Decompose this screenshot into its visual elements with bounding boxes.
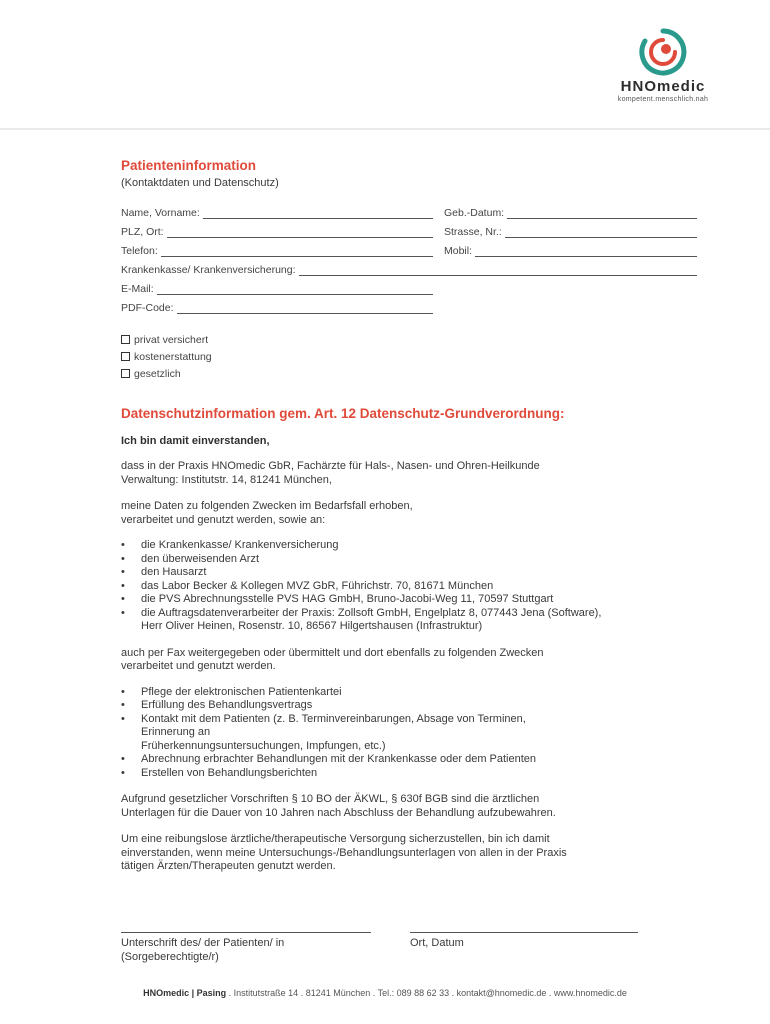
text-line: Verwaltung: Institutstr. 14, 81241 München, [121,473,332,486]
plz-ort-label: PLZ, Ort: [121,226,164,238]
text-line: auch per Fax weitergegeben oder übermittelt und dort ebenfalls zu folgenden Zwecken [121,646,544,659]
recipients-list [121,539,701,634]
checkbox-icon[interactable] [121,335,130,344]
insurance-type-checkboxes [121,331,701,382]
list-item-continuation [121,740,701,754]
insurance-label: Krankenkasse/ Krankenversicherung: [121,264,296,276]
text-line: Herr Oliver Heinen, Rosenstr. 10, 86567 Hilgertshausen (Infrastruktur) [141,620,483,632]
birthdate-input-line[interactable] [507,208,697,219]
list-item: • Erfüllung des Behandlungsvertrags [121,699,701,713]
place-date-block[interactable] [410,932,638,950]
phone-field[interactable] [121,245,433,257]
signature-sublabel: (Sorgeberechtigte/r) [121,951,219,963]
pdf-code-input-line[interactable] [177,303,433,314]
text-line: Um eine reibungslose ärztliche/therapeutische Versorgung sicherzustellen, bin ich damit [121,833,550,845]
page-subtitle: (Kontaktdaten und Datenschutz) [121,177,279,189]
checkbox-label: gesetzlich [134,367,181,380]
street-label: Strasse, Nr.: [444,226,502,238]
list-item: • die Auftragsdatenverarbeiter der Praxis: Zollsoft GmbH, Engelplatz 8, 077443 Jena (Software), [121,607,701,621]
birthdate-label: Geb.-Datum: [444,207,505,219]
sharing-paragraph [121,833,701,874]
logo-mark-icon [639,28,687,76]
header-divider [0,128,770,130]
checkbox-label: privat versichert [134,333,209,346]
text-line: verarbeitet und genutzt werden. [121,660,276,672]
logo-name: HNOmedic [620,78,706,95]
text-line: Früherkennungsuntersuchungen, Impfungen, etc.) [141,739,386,752]
street-input-line[interactable] [505,227,697,238]
signature-line[interactable] [121,932,371,933]
mobile-field[interactable] [444,245,697,257]
list-item: • das Labor Becker & Kollegen MVZ GbR, Führichstr. 70, 81671 München [121,580,701,594]
footer-contact: . Institutstraße 14 . 81241 München . Tel.: 089 88 62 33 . kontakt@hnomedic.de . www.hnomedic.de [226,988,627,998]
text-line: Aufgrund gesetzlicher Vorschriften § 10 BO der ÄKWL, § 630f BGB sind die ärztlichen [121,793,540,805]
logo-tagline: kompetent.menschlich.nah [617,96,709,103]
plz-ort-input-line[interactable] [167,227,433,238]
checkbox-privat[interactable] [121,331,701,348]
phone-label: Telefon: [121,245,158,257]
pdf-code-field[interactable] [121,302,433,314]
text-line: tätigen Ärzten/Therapeuten genutzt werden. [121,860,336,872]
list-item: • die PVS Abrechnungsstelle PVS HAG GmbH, Bruno-Jacobi-Weg 11, 70597 Stuttgart [121,593,701,607]
name-input-line[interactable] [203,208,433,219]
list-item: • Erstellen von Behandlungsberichten [121,767,701,781]
name-label: Name, Vorname: [121,207,200,219]
list-item: • Kontakt mit dem Patienten (z. B. Terminvereinbarungen, Absage von Terminen, [121,713,701,727]
text-line: verarbeitet und genutzt werden, sowie an: [121,513,326,526]
form-content [121,158,701,874]
checkbox-icon[interactable] [121,352,130,361]
purpose-paragraph [121,500,701,527]
insurance-field[interactable] [121,264,697,276]
mobile-input-line[interactable] [475,246,697,257]
list-item: • den Hausarzt [121,566,701,580]
text-line: dass in der Praxis HNOmedic GbR, Fachärzte für Hals-, Nasen- und Ohren-Heilkunde [121,460,540,472]
email-field[interactable] [121,283,433,295]
place-date-line[interactable] [410,932,638,933]
insurance-input-line[interactable] [299,265,697,276]
text-line: meine Daten zu folgenden Zwecken im Bedarfsfall erhoben, [121,500,413,512]
birthdate-field[interactable] [444,207,697,219]
text-line: einverstanden, wenn meine Untersuchungs-/Behandlungsunterlagen von allen in der Praxis [121,846,567,859]
list-item-continuation [121,726,701,740]
fax-paragraph [121,647,701,674]
agreement-heading: Ich bin damit einverstanden, [121,435,270,447]
checkbox-label: kostenerstattung [134,350,212,363]
hnomedic-logo [613,28,713,103]
checkbox-kostenerstattung[interactable] [121,348,701,365]
checkbox-icon[interactable] [121,369,130,378]
street-field[interactable] [444,226,697,238]
place-date-label: Ort, Datum [410,937,464,949]
mobile-label: Mobil: [444,245,473,257]
phone-input-line[interactable] [161,246,433,257]
list-item: • Pflege der elektronischen Patientenkartei [121,686,701,700]
name-field[interactable] [121,207,433,219]
email-input-line[interactable] [157,284,433,295]
list-item: • Abrechnung erbrachter Behandlungen mit der Krankenkasse oder dem Patienten [121,753,701,767]
checkbox-gesetzlich[interactable] [121,365,701,382]
list-item-continuation [121,620,701,634]
contact-fields [121,207,701,317]
retention-paragraph [121,793,701,820]
email-label: E-Mail: [121,283,154,295]
pdf-code-label: PDF-Code: [121,302,174,314]
patient-signature-block[interactable] [121,932,371,964]
list-item: • den überweisenden Arzt [121,553,701,567]
privacy-title: Datenschutzinformation gem. Art. 12 Datenschutz-Grundverordnung: [121,406,565,421]
signature-label: Unterschrift des/ der Patienten/ in [121,937,285,949]
plz-ort-field[interactable] [121,226,433,238]
text-line: Erinnerung an [141,726,211,738]
purposes-list [121,686,701,781]
footer [0,988,770,998]
text-line: Unterlagen für die Dauer von 10 Jahren nach Abschluss der Behandlung aufzubewahren. [121,806,556,819]
page-title: Patienteninformation [121,158,257,173]
list-item: • die Krankenkasse/ Krankenversicherung [121,539,701,553]
footer-brand: HNOmedic | Pasing [143,988,227,998]
practice-paragraph [121,460,701,487]
